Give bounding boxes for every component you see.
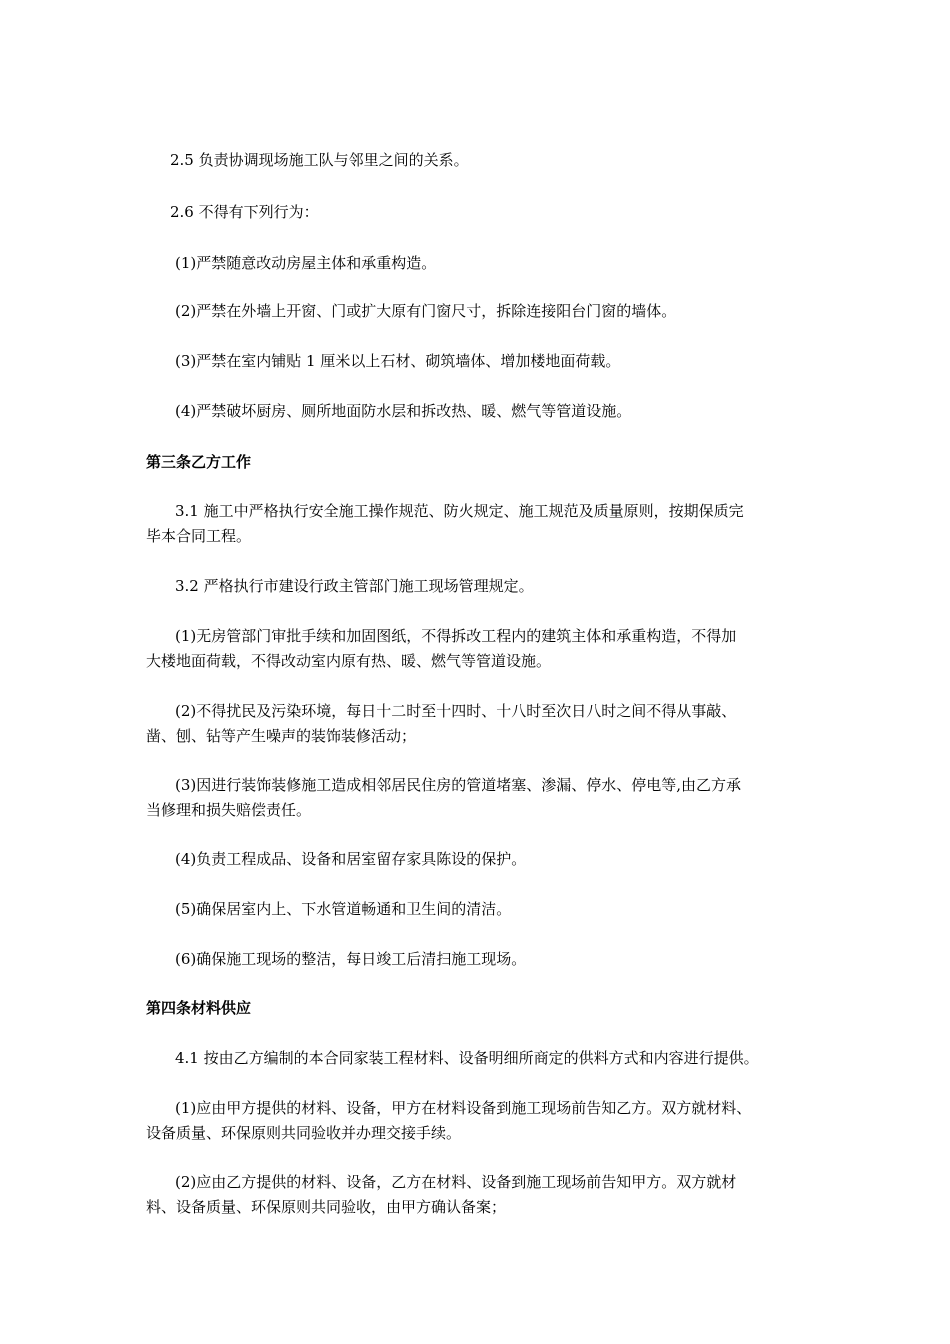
clause-2-6: 2.6 不得有下列行为： (170, 203, 319, 221)
clause-4-1-item-1-line-1: (1)应由甲方提供的材料、设备，甲方在材料设备到施工现场前告知乙方。双方就材料、 (175, 1099, 752, 1117)
clause-3-2-item-6: (6)确保施工现场的整洁，每日竣工后清扫施工现场。 (175, 950, 527, 968)
clause-4-1-item-1-line-2: 设备质量、环保原则共同验收并办理交接手续。 (146, 1124, 462, 1142)
clause-2-6-item-3: (3)严禁在室内铺贴 1 厘米以上石材、砌筑墙体、增加楼地面荷载。 (175, 352, 621, 370)
clause-3-2-item-2-line-2: 凿、刨、钻等产生噪声的装饰装修活动； (146, 727, 417, 745)
clause-4-1-item-2-line-2: 料、设备质量、环保原则共同验收，由甲方确认备案； (146, 1198, 507, 1216)
clause-3-2-item-1-line-2: 大楼地面荷载，不得改动室内原有热、暖、燃气等管道设施。 (146, 652, 552, 670)
clause-3-1-line-1: 3.1 施工中严格执行安全施工操作规范、防火规定、施工规范及质量原则，按期保质完 (175, 502, 744, 520)
clause-3-2: 3.2 严格执行市建设行政主管部门施工现场管理规定。 (175, 577, 534, 595)
clause-2-6-item-4: (4)严禁破坏厨房、厕所地面防水层和拆改热、暖、燃气等管道设施。 (175, 402, 632, 420)
clause-3-2-item-3-line-2: 当修理和损失赔偿责任。 (146, 801, 312, 819)
section-3-heading: 第三条乙方工作 (146, 453, 252, 471)
clause-3-1-line-2: 毕本合同工程。 (146, 527, 252, 545)
clause-3-2-item-1-line-1: (1)无房管部门审批手续和加固图纸，不得拆改工程内的建筑主体和承重构造，不得加 (175, 627, 737, 645)
section-4-heading: 第四条材料供应 (146, 999, 252, 1017)
clause-2-6-item-1: (1)严禁随意改动房屋主体和承重构造。 (175, 254, 437, 272)
clause-3-2-item-2-line-1: (2)不得扰民及污染环境，每日十二时至十四时、十八时至次日八时之间不得从事敲、 (175, 702, 737, 720)
clause-3-2-item-5: (5)确保居室内上、下水管道畅通和卫生间的清洁。 (175, 900, 512, 918)
clause-4-1: 4.1 按由乙方编制的本合同家装工程材料、设备明细所商定的供料方式和内容进行提供。 (175, 1049, 759, 1067)
clause-3-2-item-4: (4)负责工程成品、设备和居室留存家具陈设的保护。 (175, 850, 527, 868)
clause-2-6-item-2: (2)严禁在外墙上开窗、门或扩大原有门窗尺寸，拆除连接阳台门窗的墙体。 (175, 302, 677, 320)
clause-3-2-item-3-line-1: (3)因进行装饰装修施工造成相邻居民住房的管道堵塞、渗漏、停水、停电等,由乙方承 (175, 776, 742, 794)
clause-2-5: 2.5 负责协调现场施工队与邻里之间的关系。 (170, 151, 469, 169)
clause-4-1-item-2-line-1: (2)应由乙方提供的材料、设备，乙方在材料、设备到施工现场前告知甲方。双方就材 (175, 1173, 737, 1191)
